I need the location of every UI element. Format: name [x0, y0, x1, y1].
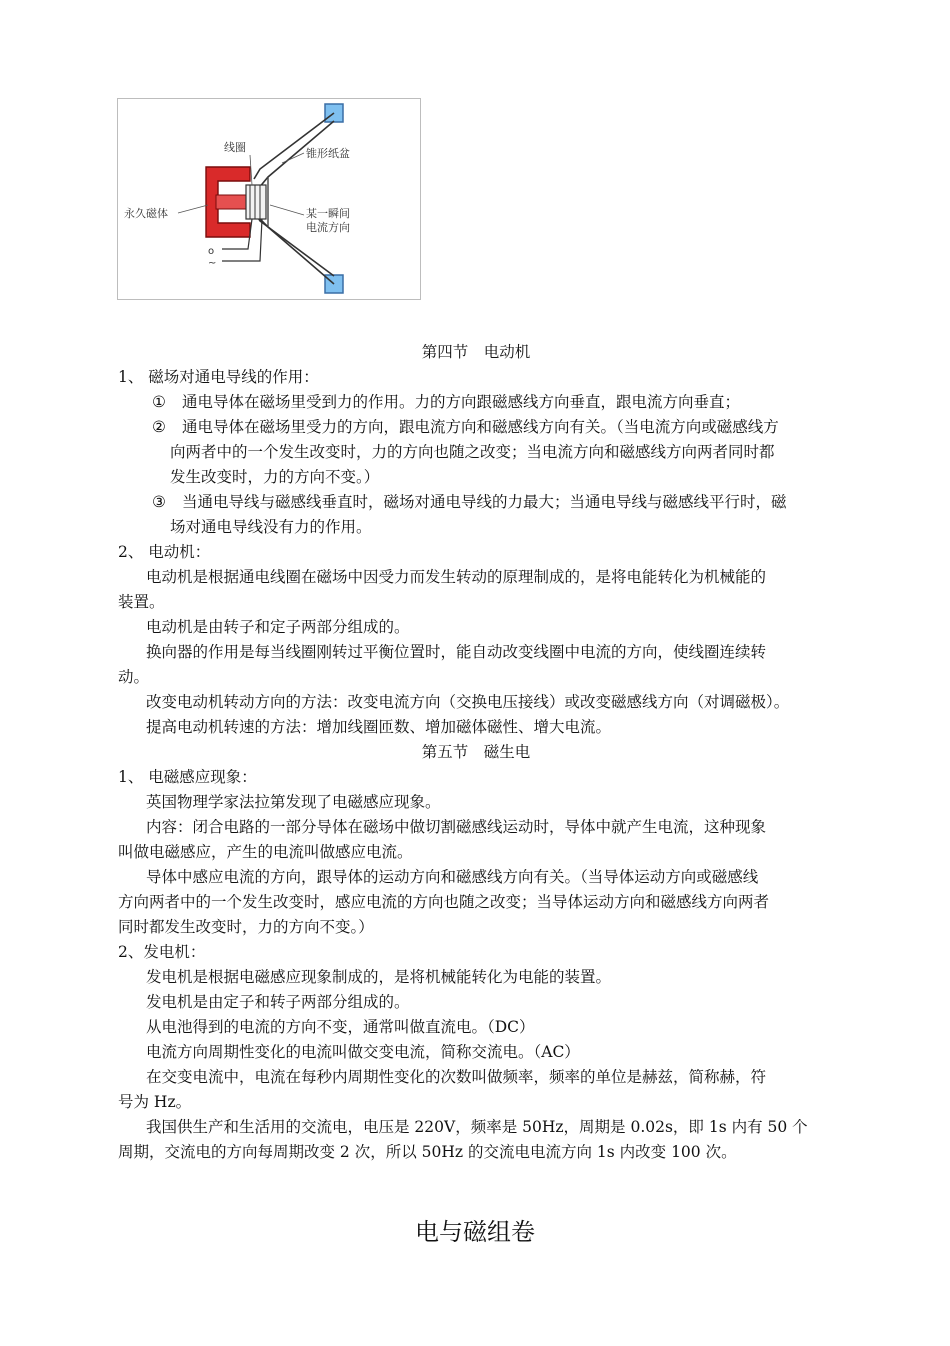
paragraph-cont: 叫做电磁感应，产生的电流叫做感应电流。 — [118, 843, 413, 861]
paragraph-cont: 同时都发生改变时，力的方向不变。） — [118, 918, 374, 936]
paragraph-cont: 方向两者中的一个发生改变时，感应电流的方向也随之改变；当导体运动方向和磁感线方向两者 — [118, 893, 770, 911]
paragraph-cont: 号为 Hz。 — [118, 1093, 192, 1111]
svg-text:~: ~ — [208, 258, 217, 269]
paragraph: 电流方向周期性变化的电流叫做交变电流，简称交流电。（AC） — [146, 1043, 580, 1061]
paragraph: 换向器的作用是每当线圈刚转过平衡位置时，能自动改变线圈中电流的方向，使线圈连续转 — [146, 643, 767, 661]
paragraph-cont: 周期，交流电的方向每周期改变 2 次，所以 50Hz 的交流电电流方向 1s 内改变 100 次。 — [118, 1143, 737, 1161]
paragraph: 我国供生产和生活用的交流电，电压是 220V，频率是 50Hz，周期是 0.02s，即 1s 内有 50 个 — [146, 1118, 808, 1136]
paragraph: 发电机是根据电磁感应现象制成的，是将机械能转化为电能的装置。 — [146, 968, 612, 986]
section5-heading-1: 1、 电磁感应现象： — [118, 768, 257, 786]
label-current-1: 某一瞬间 — [306, 207, 350, 220]
label-magnet: 永久磁体 — [124, 207, 168, 220]
paragraph-cont: 动。 — [118, 668, 150, 686]
label-current-2: 电流方向 — [306, 221, 350, 234]
paragraph: 从电池得到的电流的方向不变，通常叫做直流电。（DC） — [146, 1018, 535, 1036]
speaker-drawing — [118, 99, 422, 301]
paragraph: 英国物理学家法拉第发现了电磁感应现象。 — [146, 793, 441, 811]
list-item-3: ③ 当通电导线与磁感线垂直时，磁场对通电导线的力最大；当通电导线与磁感线平行时，磁 — [152, 493, 787, 511]
paragraph: 发电机是由定子和转子两部分组成的。 — [146, 993, 410, 1011]
paragraph: 改变电动机转动方向的方法：改变电流方向（交换电压接线）或改变磁感线方向（对调磁极）。 — [146, 693, 790, 711]
paragraph: 电动机是由转子和定子两部分组成的。 — [146, 618, 410, 636]
label-coil: 线圈 — [224, 141, 246, 154]
svg-text:o: o — [208, 246, 215, 257]
paragraph: 提高电动机转速的方法：增加线圈匝数、增加磁体磁性、增大电流。 — [146, 718, 612, 736]
voice-coil — [246, 185, 266, 219]
paragraph: 在交变电流中，电流在每秒内周期性变化的次数叫做频率，频率的单位是赫兹，简称赫，符 — [146, 1068, 767, 1086]
paragraph: 电动机是根据通电线圈在磁场中因受力而发生转动的原理制成的，是将电能转化为机械能的 — [146, 568, 767, 586]
paragraph: 导体中感应电流的方向，跟导体的运动方向和磁感线方向有关。（当导体运动方向或磁感线 — [146, 868, 759, 886]
list-item-2: ② 通电导体在磁场里受力的方向，跟电流方向和磁感线方向有关。（当电流方向或磁感线方 — [152, 418, 779, 436]
paragraph: 内容：闭合电路的一部分导体在磁场中做切割磁感线运动时，导体中就产生电流，这种现象 — [146, 818, 767, 836]
section4-heading-1: 1、 磁场对通电导线的作用： — [118, 368, 319, 386]
document-body — [118, 340, 834, 1165]
speaker-diagram — [117, 98, 421, 300]
list-item-2-cont: 向两者中的一个发生改变时，力的方向也随之改变；当电流方向和磁感线方向两者同时都 — [170, 443, 775, 461]
section4-heading-2: 2、 电动机： — [118, 543, 211, 561]
list-item-1: ① 通电导体在磁场里受到力的作用。力的方向跟磁感线方向垂直，跟电流方向垂直； — [152, 393, 741, 411]
list-item-3-cont: 场对通电导线没有力的作用。 — [170, 518, 372, 536]
paragraph-cont: 装置。 — [118, 593, 165, 611]
section5-title: 第五节 磁生电 — [421, 743, 531, 761]
label-cone: 锥形纸盆 — [306, 147, 350, 160]
section5-heading-2: 2、发电机： — [118, 943, 206, 961]
list-item-2-cont: 发生改变时，力的方向不变。） — [170, 468, 380, 486]
paper-title: 电与磁组卷 — [415, 1218, 535, 1246]
section4-title: 第四节 电动机 — [421, 343, 531, 361]
